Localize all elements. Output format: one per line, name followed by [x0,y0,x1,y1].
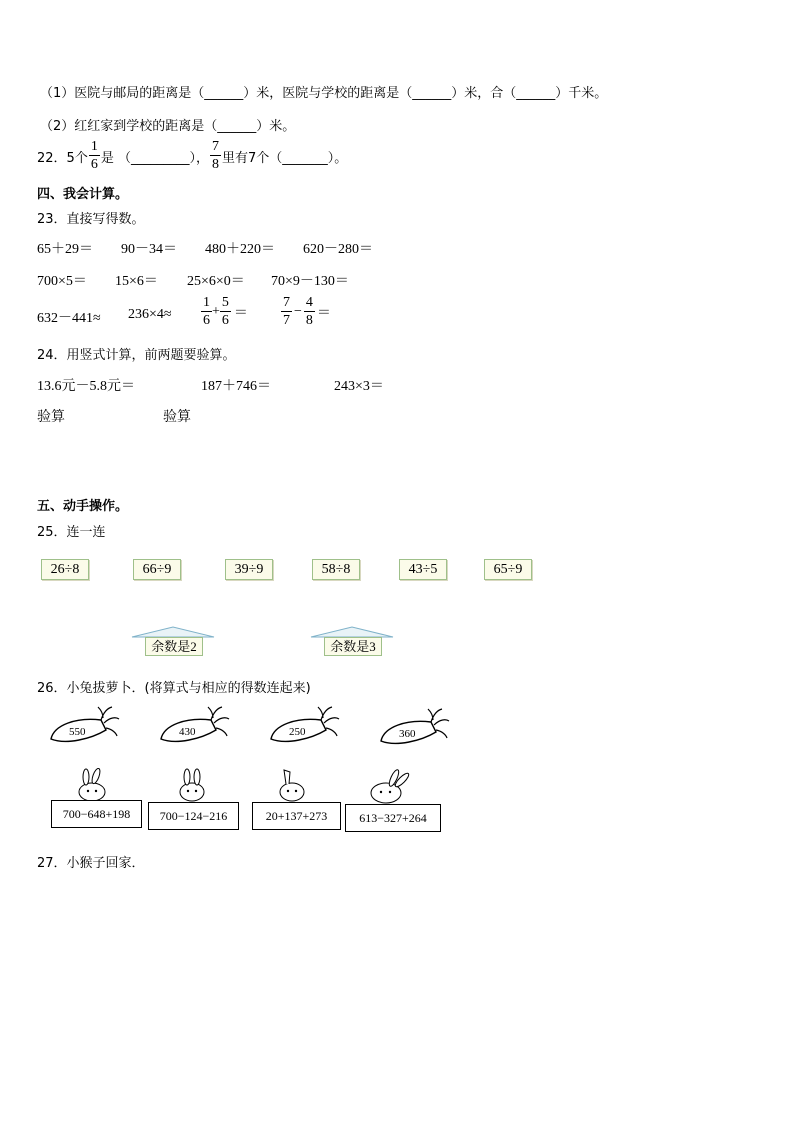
division-box[interactable]: 65÷9 [484,559,532,580]
equals-sign: ＝ [233,306,248,321]
q23-r2-c1: 700×5＝ [37,274,87,289]
division-box[interactable]: 66÷9 [133,559,181,580]
house-label: 余数是3 [324,637,382,656]
carrot-value: 360 [399,728,416,740]
section4-title: 四、我会计算。 [37,187,129,202]
fraction-denominator: 7 [283,313,290,328]
q27-title: 27．小猴子回家． [37,856,145,871]
rabbit-icon [172,768,212,802]
fraction [281,296,292,328]
q22-prefix: 22．5个 [37,150,88,166]
q23-fraction-expr-a [201,296,248,328]
fraction-denominator: 6 [203,313,210,328]
q24-check-2: 验算 [163,409,191,425]
equation-box[interactable]: 700−648+198 [51,800,142,828]
carrot-550[interactable] [46,703,121,749]
equation-box[interactable]: 700−124−216 [148,802,239,830]
fraction-denominator: 8 [211,157,219,172]
carrot-430[interactable] [156,703,231,749]
carrot-250[interactable] [266,703,341,749]
q23-r2-c4: 70×9－130＝ [271,274,349,289]
q21-line1: （1）医院与邮局的距离是（______）米，医院与学校的距离是（______）米，合（______）千米。 [40,86,608,101]
division-box[interactable]: 58÷8 [312,559,360,580]
q23-r1-c4: 620－280＝ [303,242,373,257]
fraction-denominator: 6 [90,157,98,172]
equals-sign: ＝ [316,306,331,321]
rabbit-icon [272,768,312,802]
q23-r2-c2: 15×6＝ [115,274,158,289]
operator: + [212,304,220,319]
q22-line [37,140,347,172]
q23-fraction-expr-b [281,296,331,328]
q24-item-1: 13.6元－5.8元＝ [37,379,135,394]
fraction-denominator: 6 [221,313,229,328]
q22-fraction-1 [89,140,100,172]
q24-item-2: 187＋746＝ [201,379,271,394]
house-label: 余数是2 [145,637,203,656]
house-remainder-3[interactable] [310,626,394,656]
q21-line2: （2）红红家到学校的距离是（______）米。 [40,119,296,134]
carrot-value: 430 [179,726,196,738]
q23-r2-c3: 25×6×0＝ [187,274,245,289]
carrot-360[interactable] [376,705,451,751]
q23-r3-c2: 236×4≈ [128,307,172,322]
q22-mid: 是 （_________）， [100,150,209,166]
rabbit-icon [364,768,412,804]
q24-title: 24．用竖式计算，前两题要验算。 [37,348,236,363]
operator: − [294,304,302,319]
fraction-numerator: 1 [90,139,98,154]
q22-fraction-2 [210,140,221,172]
q26-title: 26．小兔拔萝卜．(将算式与相应的得数连起来) [37,681,311,696]
carrot-value: 550 [69,726,86,738]
fraction [304,296,315,328]
house-remainder-2[interactable] [131,626,215,656]
carrot-value: 250 [289,726,306,738]
equation-box[interactable]: 20+137+273 [252,802,341,830]
section5-title: 五、动手操作。 [37,499,129,514]
division-box[interactable]: 43÷5 [399,559,447,580]
q23-r3-c1: 632－441≈ [37,311,101,326]
fraction-numerator: 4 [305,295,313,310]
fraction-numerator: 7 [283,295,290,310]
q23-r1-c3: 480＋220＝ [205,242,275,257]
fraction [201,296,212,328]
q24-check-1: 验算 [37,409,65,425]
fraction-numerator: 1 [203,295,210,310]
q23-r1-c1: 65＋29＝ [37,242,93,257]
division-box[interactable]: 39÷9 [225,559,273,580]
division-box[interactable]: 26÷8 [41,559,89,580]
q25-title: 25．连一连 [37,525,106,540]
fraction-numerator: 7 [211,139,219,154]
rabbit-icon [72,768,112,802]
fraction-numerator: 5 [221,295,229,310]
q24-item-3: 243×3＝ [334,379,384,394]
q23-title: 23．直接写得数。 [37,212,145,227]
fraction-denominator: 8 [305,313,313,328]
equation-box[interactable]: 613−327+264 [345,804,441,832]
q22-suffix: 里有7个（_______）。 [221,150,348,166]
fraction [220,296,231,328]
q23-r1-c2: 90－34＝ [121,242,177,257]
